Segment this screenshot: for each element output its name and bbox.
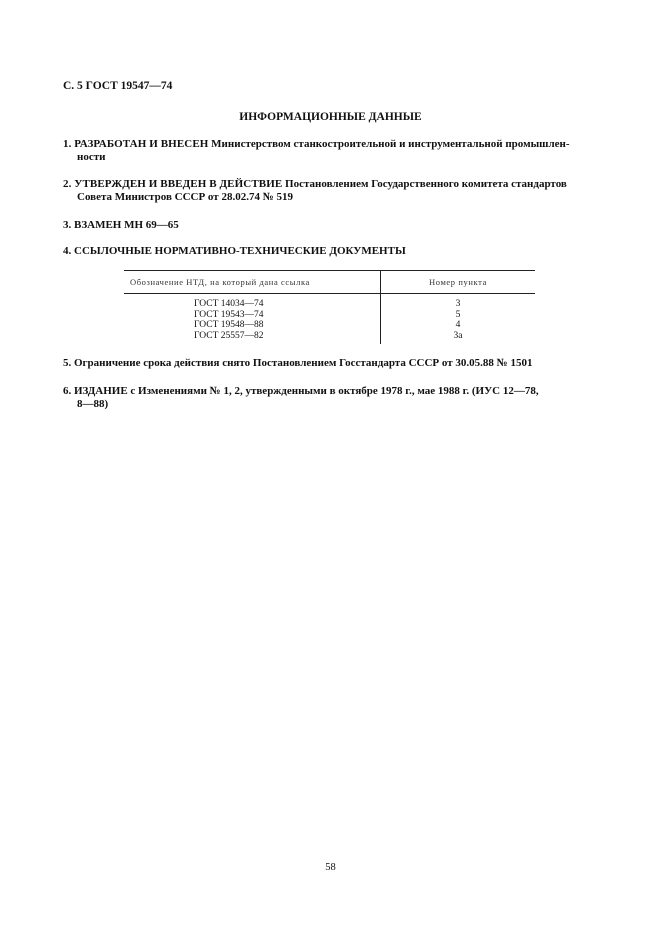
item-replaces: 3. ВЗАМЕН МН 69—65 [63,219,179,231]
header-clause: Номер пункта [429,277,487,287]
page-number: 58 [325,862,336,873]
doc-cell: ГОСТ 19543—74 [194,309,264,320]
item-continuation: Совета Министров СССР от 28.02.74 № 519 [77,191,293,203]
section-title: ИНФОРМАЦИОННЫЕ ДАННЫЕ [239,111,422,123]
reference-table-header [124,271,535,294]
reference-table [124,270,535,344]
page-header: С. 5 ГОСТ 19547—74 [63,80,173,92]
item-developed-by [63,138,603,164]
clause-cell: 4 [455,320,461,330]
item-text: Министерством станкостроительной и инструментальной промышлен- [211,138,570,150]
doc-cell: ГОСТ 14034—74 [194,299,264,309]
item-approved [63,178,603,204]
item-lead: 1. РАЗРАБОТАН И ВНЕСЕН [63,138,209,150]
item-text: Постановлением Государственного комитета стандартов [285,178,567,190]
clause-cell: 3а [453,330,463,341]
item-continuation: 8—88) [77,398,109,410]
clause-cell: 3 [455,299,461,309]
item-validity: 5. Ограничение срока действия снято Постановлением Госстандарта СССР от 30.05.88 № 1501 [63,357,533,369]
reference-table-body [124,294,535,344]
doc-column [124,294,381,344]
clause-cell: 5 [455,309,461,320]
item-lead: 2. УТВЕРЖДЕН И ВВЕДЕН В ДЕЙСТВИЕ [63,178,283,190]
doc-cell: ГОСТ 25557—82 [194,330,264,341]
item-edition [63,385,603,411]
doc-cell: ГОСТ 19548—88 [194,320,264,330]
item-continuation: ности [77,151,106,163]
item-line: 6. ИЗДАНИЕ с Изменениями № 1, 2, утвержденными в октябре 1978 г., мае 1988 г. (ИУС 12—78, [63,385,539,397]
item-line [63,138,603,151]
header-doc: Обозначение НТД, на который дана ссылка [124,271,381,293]
item-references-heading: 4. ССЫЛОЧНЫЕ НОРМАТИВНО-ТЕХНИЧЕСКИЕ ДОКУМЕНТЫ [63,245,406,257]
clause-column [381,294,535,344]
item-line [63,178,603,191]
